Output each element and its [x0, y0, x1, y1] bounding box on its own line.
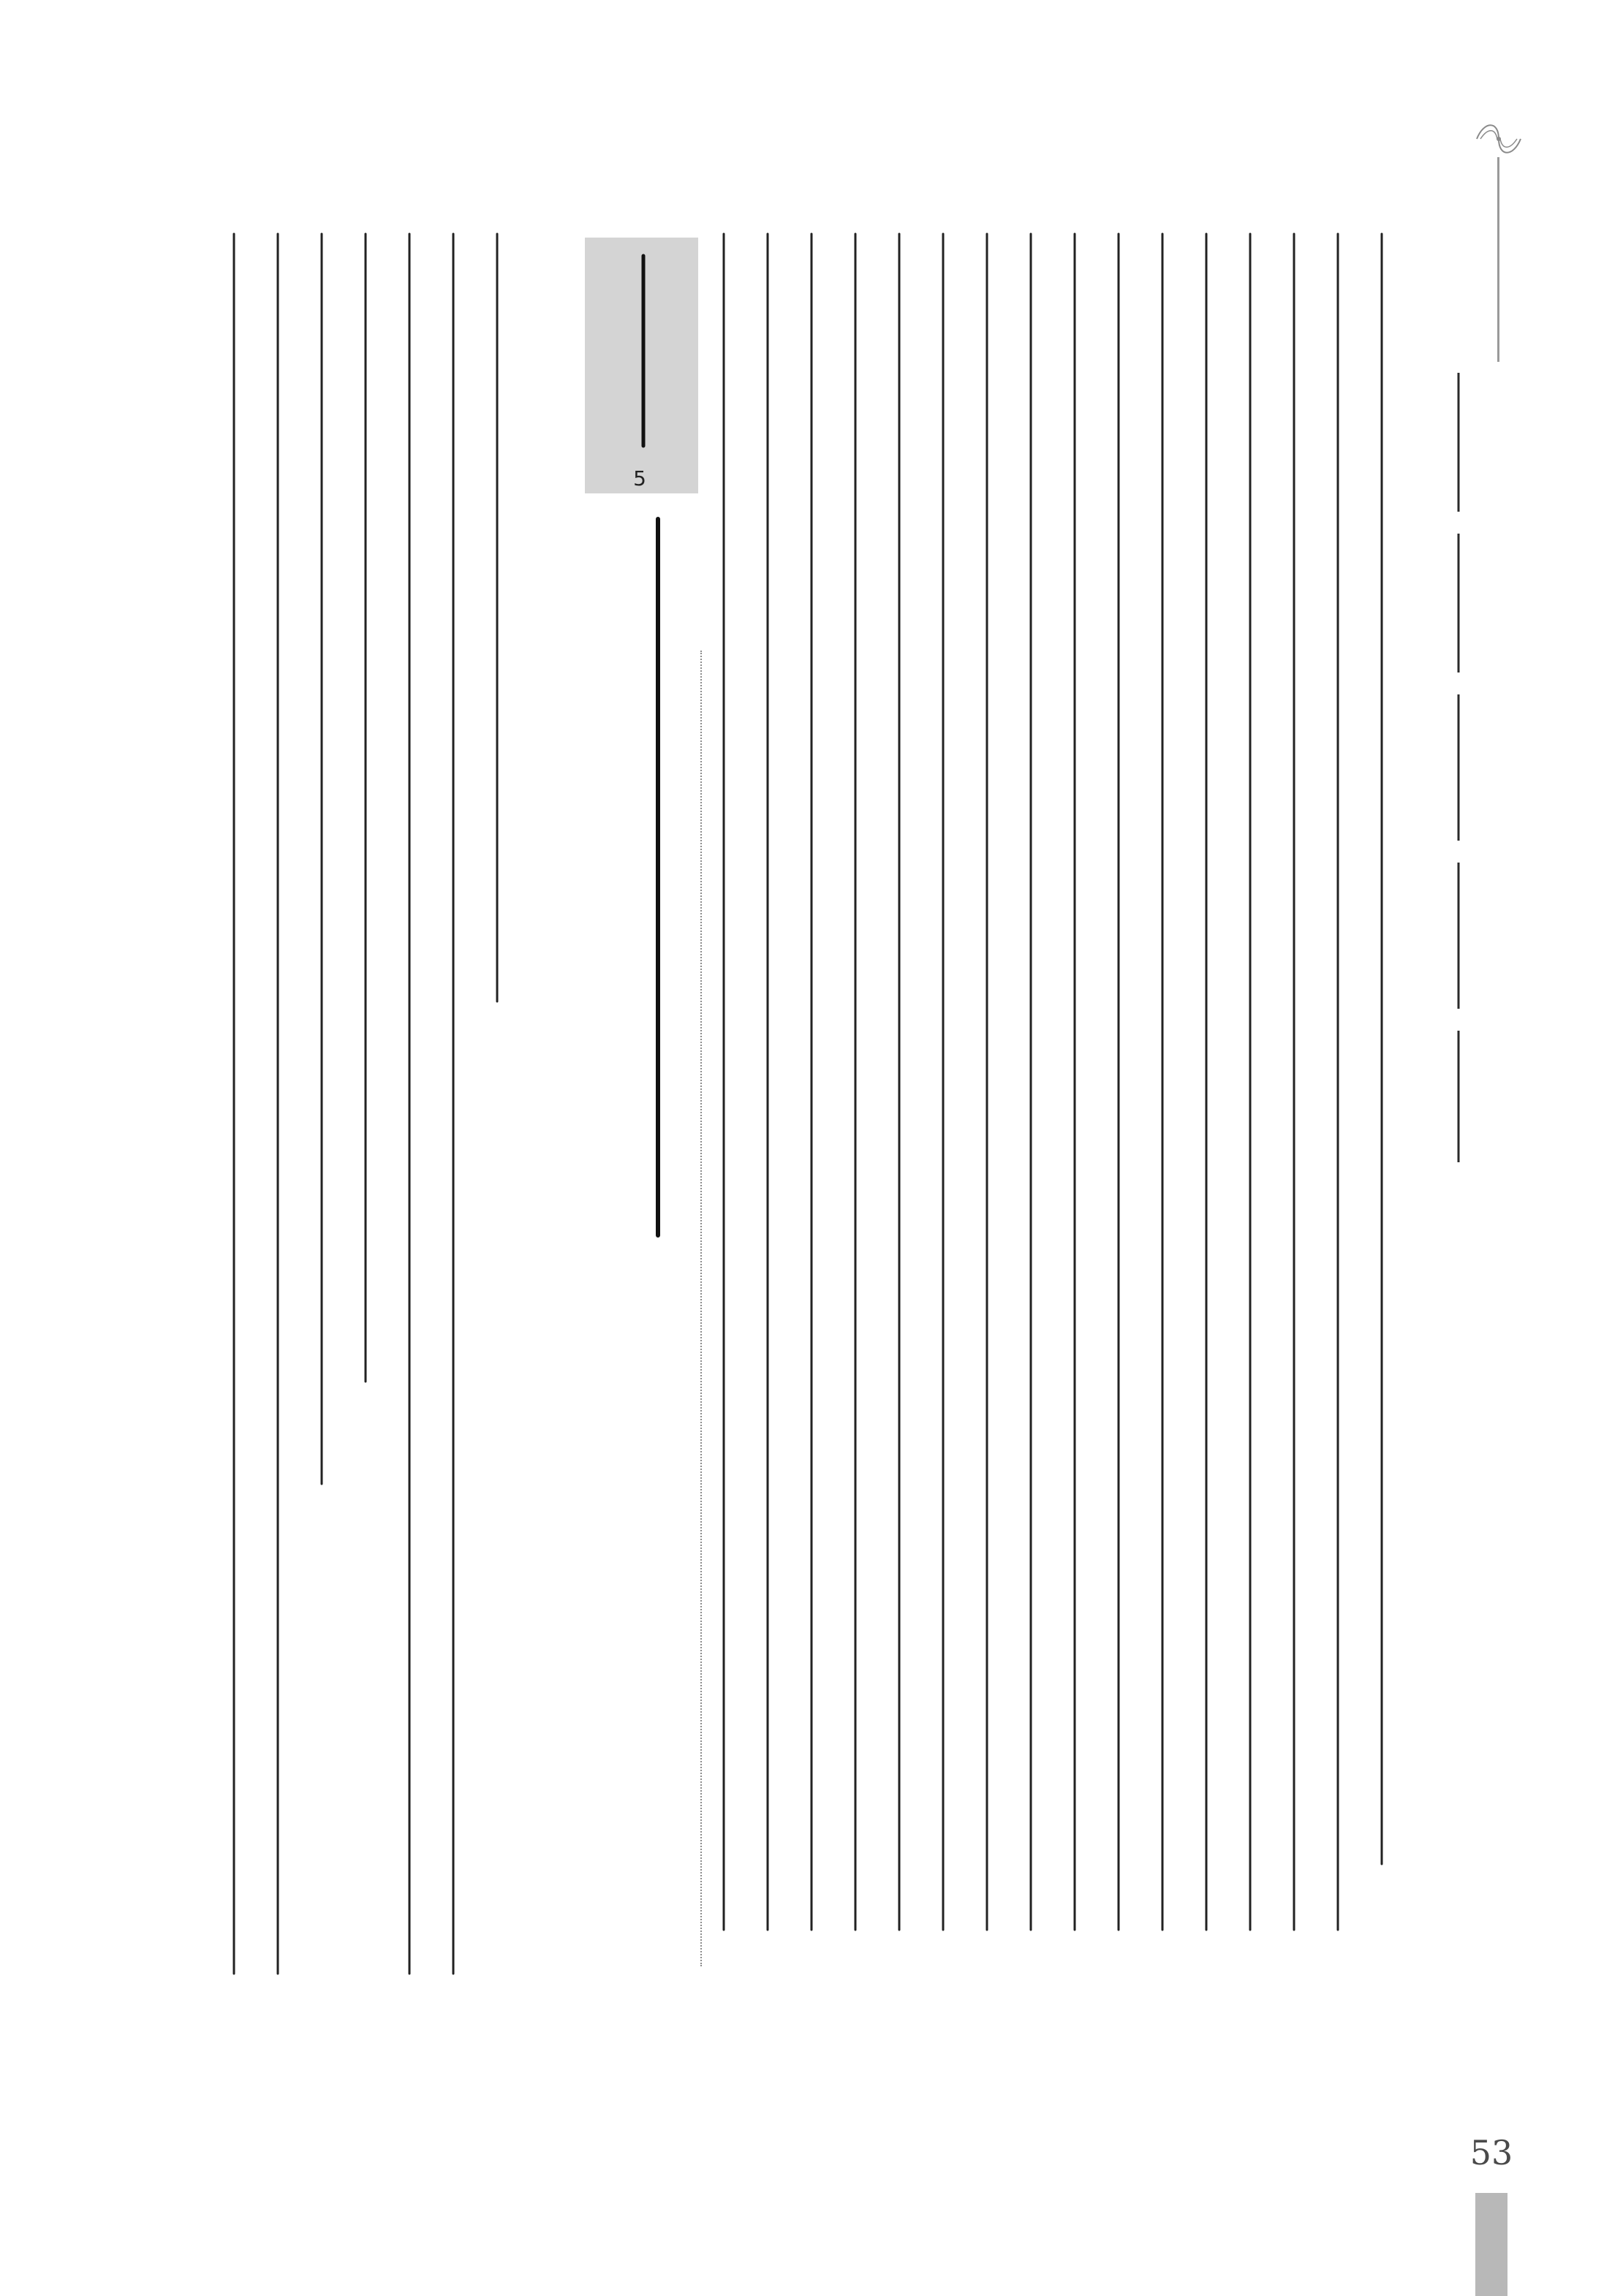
section-heading-in-box: [599, 249, 687, 453]
column-separator: [700, 651, 702, 1966]
body-text-columns: [702, 227, 1404, 1952]
section-heading: [629, 512, 687, 1243]
header-rule: [1497, 157, 1499, 362]
side-bar: [1475, 2193, 1507, 2296]
page-number: 53: [1469, 2133, 1513, 2172]
notes-block: [183, 227, 519, 1981]
section-number: 5: [633, 466, 646, 490]
running-header: [1437, 365, 1480, 1170]
flourish-icon: [1469, 117, 1528, 161]
